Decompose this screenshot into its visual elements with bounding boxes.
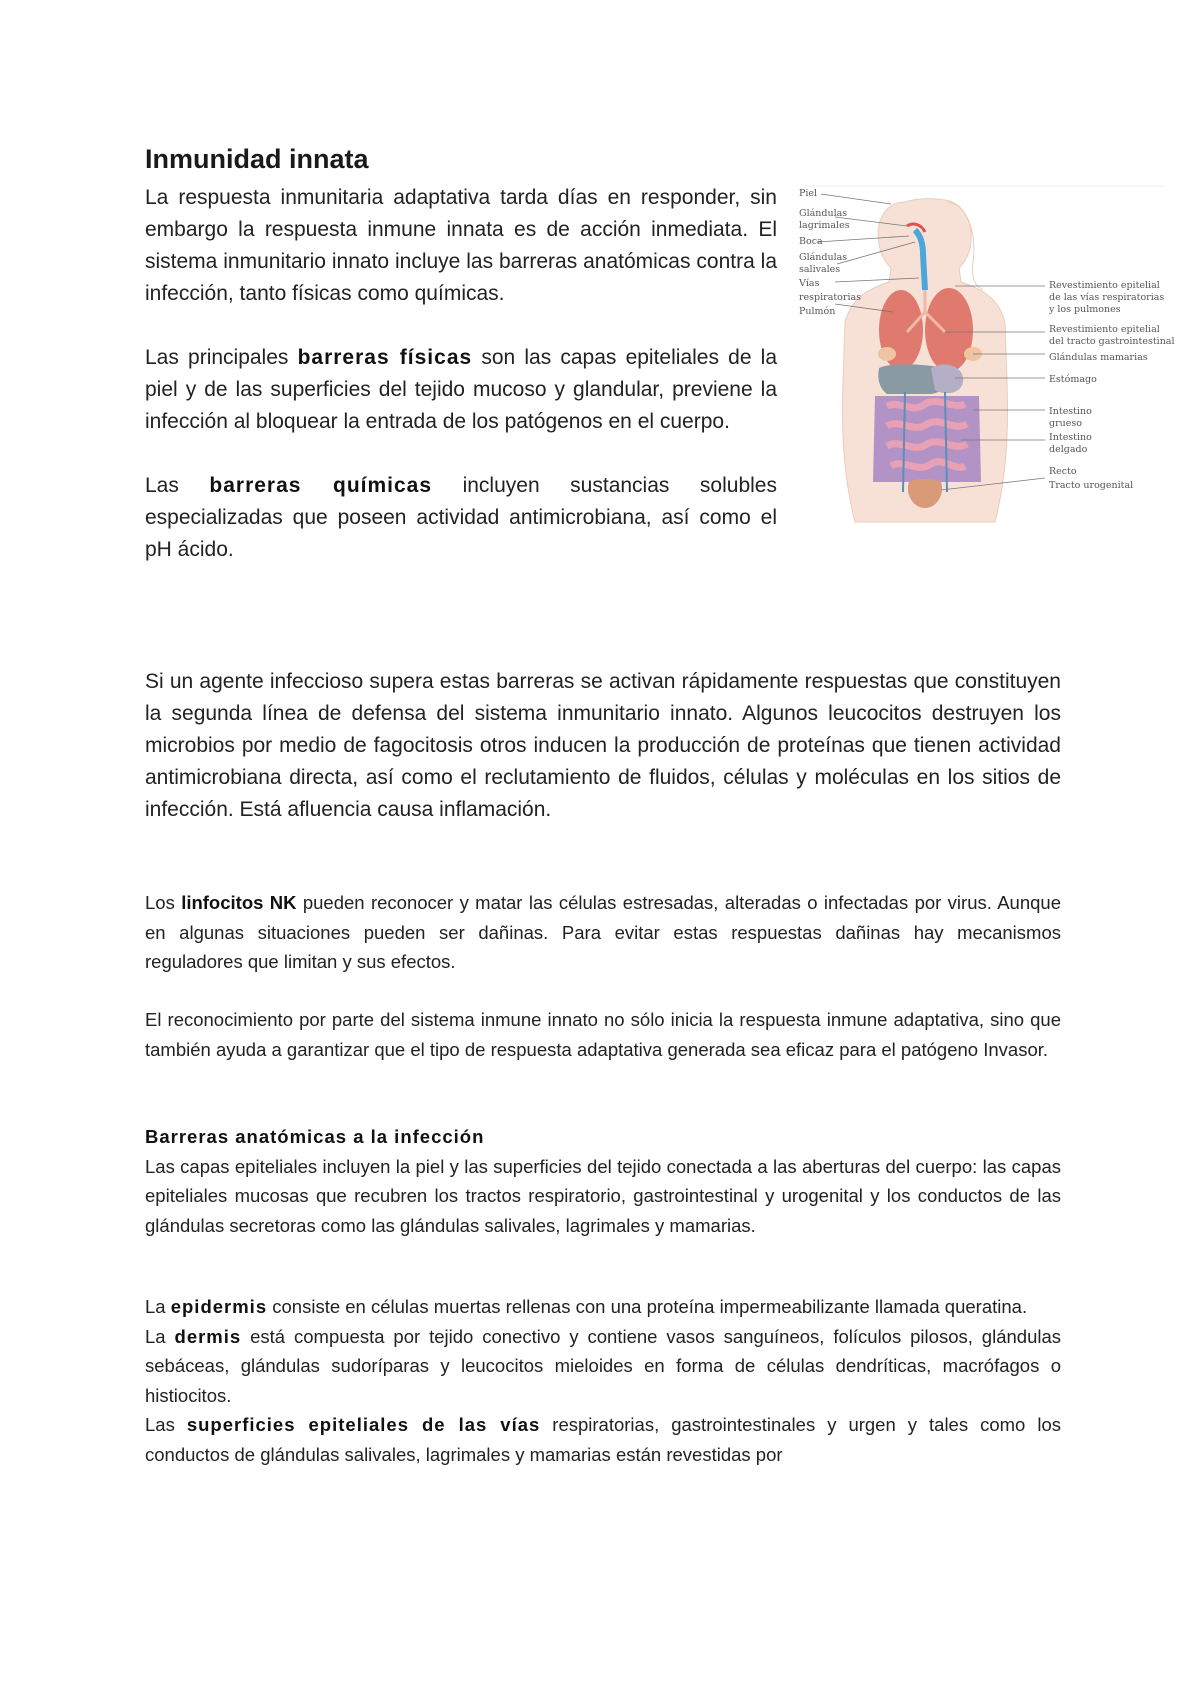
intro-paragraph-1: La respuesta inmunitaria adaptativa tarda días en responder, sin embargo la respuesta inmune innata es de acción inmediata. El sistema inmunitario innato incluye las barreras anatómicas contra la infección, tanto físicas como químicas. [145, 186, 777, 305]
label-pulmones: y los pulmones [1049, 304, 1121, 315]
paragraph-surfaces: Las superficies epiteliales de las vías respiratorias, gastrointestinales y urgen y tales como los conductos de glándulas salivales, lagrimales y mamarias están revestidas por [145, 1414, 1061, 1465]
label-boca: Boca [799, 236, 823, 247]
bold-term: dermis [174, 1325, 242, 1347]
paragraph-recognition: El reconocimiento por parte del sistema inmune innato no sólo inicia la respuesta inmune adaptativa, sino que también ayuda a garantizar que el tipo de respuesta adaptativa generada sea eficaz para el patógeno Invasor. [145, 1009, 1061, 1060]
anatomy-figure [795, 182, 1175, 552]
intro-column [145, 182, 777, 598]
bold-term: linfocitos NK [181, 892, 297, 913]
paragraph-second-line: Si un agente infeccioso supera estas barreras se activan rápidamente respuestas que constituyen la segunda línea de defensa del sistema inmunitario innato. Algunos leucocitos destruyen los microbios por medio de fagocitosis otros inducen la producción de proteínas que tienen actividad antimicrobiana directa, así como el reclutamiento de fluidos, células y moléculas en los sitios de infección. Está afluencia causa inflamación. [145, 670, 1061, 821]
label-rev-epitelial-2: Revestimiento epitelial [1049, 324, 1160, 335]
paragraph-nk: Los linfocitos NK pueden reconocer y matar las células estresadas, alteradas o infectadas por virus. Aunque en algunas situaciones pueden ser dañinas. Para evitar estas respuestas dañinas hay mecanismos reguladores que limitan y sus efectos. [145, 892, 1061, 972]
label-glandulas: Glándulas [799, 208, 848, 219]
label-grueso: grueso [1049, 418, 1082, 429]
label-recto: Recto [1049, 466, 1077, 477]
label-vias: Vías [799, 278, 820, 289]
bold-term: epidermis [170, 1296, 268, 1317]
label-lagrimales: lagrimales [799, 220, 850, 231]
bold-term: barreras físicas [297, 346, 473, 369]
anatomy-illustration [795, 182, 1175, 552]
section-anatomical-barriers [145, 1122, 1061, 1240]
label-piel: Piel [799, 188, 818, 199]
label-intestino-2: Intestino [1049, 432, 1092, 443]
paragraph-dermis: La dermis está compuesta por tejido conectivo y contiene vasos sanguíneos, folículos pilosos, glándulas sebáceas, glándulas sudoríparas y leucocitos mieloides en forma de células dendríticas, macrófagos o histiocitos. [145, 1325, 1062, 1406]
label-mamarias: Glándulas mamarias [1049, 352, 1148, 363]
label-tracto-gi: del tracto gastrointestinal [1049, 336, 1175, 347]
paragraph-layers: Las capas epiteliales incluyen la piel y las superficies del tejido conectada a las aberturas del cuerpo: las capas epiteliales mucosas que recubren los tractos respiratorio, gastrointestinal y urogenital y los conductos de las glándulas secretoras como las glándulas salivales, lagrimales y mamarias. [145, 1155, 1061, 1236]
page-title: Inmunidad innata [145, 144, 369, 174]
label-intestino: Intestino [1049, 406, 1092, 417]
intro-paragraph-3: Las barreras químicas incluyen sustancias solubles especializadas que poseen actividad antimicrobiana, así como el pH ácido. [145, 474, 777, 561]
bold-term: barreras químicas [209, 474, 433, 497]
section-heading: Barreras anatómicas a la infección [145, 1126, 485, 1147]
bold-term: superficies epiteliales de las vías [186, 1414, 541, 1435]
intro-paragraph-2: Las principales barreras físicas son las capas epiteliales de la piel y de las superficies del tejido mucoso y glandular, previene la infección al bloquear la entrada de los patógenos en el cuerpo. [145, 346, 777, 433]
label-rev-epitelial: Revestimiento epitelial [1049, 280, 1160, 291]
label-glandulas-2: Glándulas [799, 252, 848, 263]
section-skin [145, 1292, 1061, 1469]
label-estomago: Estómago [1049, 374, 1097, 385]
paragraph-epidermis: La epidermis consiste en células muertas rellenas con una proteína impermeabilizante llamada queratina. [145, 1296, 1028, 1317]
label-vias-resp: de las vías respiratorias [1049, 292, 1165, 303]
label-respiratorias: respiratorias [799, 292, 862, 303]
label-salivales: salivales [799, 264, 841, 275]
label-urogenital: Tracto urogenital [1049, 480, 1134, 491]
label-delgado: delgado [1049, 444, 1088, 455]
label-pulmon: Pulmón [799, 306, 836, 317]
